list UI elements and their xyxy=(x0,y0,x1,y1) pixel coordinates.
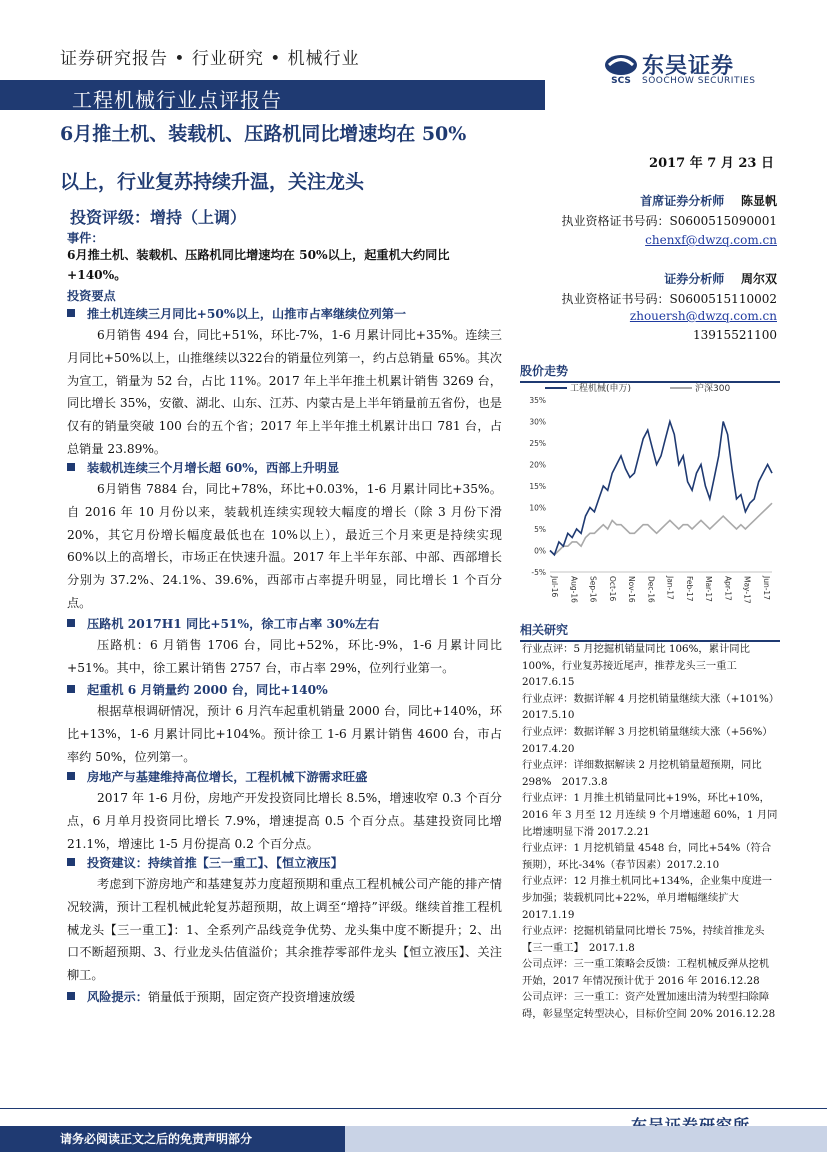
bullet-square-icon xyxy=(67,463,75,471)
analyst-name: 周尔双 xyxy=(740,272,777,286)
y-tick-label: 10% xyxy=(529,503,546,513)
related-item[interactable]: 行业点评：12 月推土机同比+134%，企业集中度进一步加强；装载机同比+22%，单月增幅继续扩大 2017.1.19 xyxy=(522,875,773,921)
y-tick-label: 35% xyxy=(529,396,546,405)
y-tick-label: 30% xyxy=(529,417,546,427)
x-tick-label: Apr-17 xyxy=(723,576,733,601)
report-title-line2: 以上，行业复苏持续升温，关注龙头 xyxy=(60,171,365,193)
breadcrumb: 证券研究报告 • 行业研究 • 机械行业 xyxy=(60,49,360,69)
related-item[interactable]: 行业点评：1 月推土机销量同比+19%，环比+10%，2016 年 3 月至 12 月连续 9 个月增速超 60%，1 月同比增速明显下滑 2017.2.21 xyxy=(522,792,778,838)
risk-label: 风险提示： xyxy=(87,990,148,1004)
series-line xyxy=(550,422,772,555)
y-tick-label: 25% xyxy=(529,439,546,448)
x-tick-label: Mar-17 xyxy=(704,576,714,602)
analyst-1-cert: 执业资格证书号码：S0600515090001 xyxy=(561,214,777,228)
related-item[interactable]: 行业点评：数据详解 3 月挖机销量继续大涨（+56%） 2017.4.20 xyxy=(522,725,778,755)
investment-rating: 投资评级：增持（上调） xyxy=(70,208,247,227)
section-body-realestate: 2017 年 1-6 月份，房地产开发投资同比增长 8.5%，增速收窄 0.3 个百分点，6 月单月投资同比增长 7.9%，增速提高 0.5 个百分点。基建投资同比增 21.1%，增速比 1-5 月份提高 0.2 个百分点。 xyxy=(67,791,502,851)
section-heading-text: 房地产与基建维持高位增长，工程机械下游需求旺盛 xyxy=(87,770,368,784)
analyst-1-email[interactable]: chenxf@dwzq.com.cn xyxy=(645,233,777,247)
x-tick-label: Jun-17 xyxy=(762,576,771,600)
bullet-square-icon xyxy=(67,772,75,780)
chart-section-label: 股价走势 xyxy=(520,362,780,383)
section-heading-loader xyxy=(67,457,507,479)
legend-label: 沪深300 xyxy=(695,384,731,394)
section-heading-roller xyxy=(67,613,507,635)
related-item[interactable]: 行业点评：1 月挖机销量 4548 台，同比+54%（符合预期），环比-34%（春节因素）2017.2.10 xyxy=(522,842,772,871)
bullet-square-icon xyxy=(67,992,75,1000)
x-tick-label: May-17 xyxy=(742,576,752,604)
company-logo xyxy=(603,52,639,86)
y-tick-label: 15% xyxy=(529,482,546,491)
logo-mark: SCS xyxy=(611,76,631,86)
x-tick-label: Jan-17 xyxy=(665,576,675,600)
x-tick-label: Dec-16 xyxy=(646,576,656,603)
section-heading-text: 压路机 2017H1 同比+51%，徐工市占率 30%左右 xyxy=(87,617,380,631)
section-heading-text: 装载机连续三个月增长超 60%，西部上升明显 xyxy=(87,461,340,475)
bullet-square-icon xyxy=(67,858,75,866)
risk-warning xyxy=(67,986,507,1008)
section-body-loader: 6月销售 7884 台，同比+78%，环比+0.03%，1-6 月累计同比+35%。自 2016 年 10 月份以来，装载机连续实现较大幅度的增长（除 3 月份下滑 20%，其它月份增长幅度最低也在 10%以上），最近三个月来更是持续实现 60%以上的高增长，市场正在快速升温。2017 年上半年东部、中部、西部增长分别为 37.2%、24.1%、39.6%，西部市占率提升明显，同比增长 1 个百分点。 xyxy=(67,482,502,610)
x-tick-label: Jul-16 xyxy=(550,576,559,598)
x-tick-label: Feb-17 xyxy=(684,576,694,602)
y-tick-label: 20% xyxy=(529,460,546,470)
footer-divider xyxy=(0,1108,827,1109)
logo-text-en: SOOCHOW SECURITIES xyxy=(642,76,756,86)
series-line xyxy=(550,503,772,555)
related-item[interactable]: 公司点评：三一重工：资产处置加速出清为转型扫除障碍，彰显坚定转型决心，目标价空间 20% 2016.12.28 xyxy=(522,991,776,1021)
event-label: 事件： xyxy=(67,231,104,245)
y-tick-label: 5% xyxy=(534,525,546,534)
bullet-square-icon xyxy=(67,619,75,627)
footer-disclaimer[interactable]: 请务必阅读正文之后的免责声明部分 xyxy=(60,1132,253,1146)
related-item[interactable]: 行业点评：详细数据解读 2 月挖机销量超预期，同比 298% 2017.3.8 xyxy=(522,759,762,788)
analyst-2-email[interactable]: zhouersh@dwzq.com.cn xyxy=(629,309,777,323)
section-heading-bulldozer xyxy=(67,303,507,325)
risk-text: 销量低于预期，固定资产投资增速放缓 xyxy=(147,990,356,1004)
analyst-2 xyxy=(664,270,777,287)
bullet-square-icon xyxy=(67,685,75,693)
related-item[interactable]: 行业点评：5 月挖掘机销量同比 106%，累计同比 100%，行业复苏接近尾声，推荐龙头三一重工 2017.6.15 xyxy=(522,643,750,689)
analyst-role: 首席证券分析师 xyxy=(640,194,725,208)
analyst-2-cert: 执业资格证书号码：S0600515110002 xyxy=(561,292,777,306)
related-research-label: 相关研究 xyxy=(520,621,780,642)
y-tick-label: 0% xyxy=(534,546,546,556)
report-type: 工程机械行业点评报告 xyxy=(72,88,282,112)
section-heading-realestate xyxy=(67,766,507,788)
section-heading-crane xyxy=(67,679,507,701)
section-heading-text: 投资建议：持续首推【三一重工】、【恒立液压】 xyxy=(87,856,343,870)
x-tick-label: Nov-16 xyxy=(627,576,637,603)
x-tick-label: Sep-16 xyxy=(588,576,598,603)
x-tick-label: Oct-16 xyxy=(607,576,617,602)
event-text: 6月推土机、装载机、压路机同比增速均在 50%以上，起重机大约同比+140%。 xyxy=(67,248,450,282)
stock-price-chart xyxy=(520,380,780,605)
analyst-2-phone: 13915521100 xyxy=(693,328,777,342)
section-body-crane: 根据草根调研情况，预计 6 月汽车起重机销量 2000 台，同比+140%，环比+13%，1-6 月累计同比+104%。预计徐工 1-6 月累计销售 4600 台，市占率约 50%，位列第一。 xyxy=(67,704,502,764)
section-heading-text: 起重机 6 月销量约 2000 台，同比+140% xyxy=(87,683,328,697)
related-item[interactable]: 公司点评：三一重工策略会反馈：工程机械反弹从挖机开始，2017 年情况预计优于 2016 年 2016.12.28 xyxy=(522,958,770,987)
related-item[interactable]: 行业点评：挖掘机销量同比增长 75%，持续首推龙头【三一重工】 2017.1.8 xyxy=(522,925,765,954)
section-heading-recommendation xyxy=(67,852,507,874)
y-tick-label: -5% xyxy=(531,568,546,577)
key-points-label: 投资要点 xyxy=(67,289,116,303)
section-heading-text: 推土机连续三月同比+50%以上，山推市占率继续位列第一 xyxy=(87,307,407,321)
x-tick-label: Aug-16 xyxy=(569,576,579,603)
analyst-name: 陈显帆 xyxy=(740,194,777,208)
report-date: 2017 年 7 月 23 日 xyxy=(649,156,774,171)
section-body-roller: 压路机：6 月销售 1706 台，同比+52%，环比-9%，1-6 月累计同比+51%。其中，徐工累计销售 2757 台，市占率 29%，位列行业第一。 xyxy=(67,638,502,675)
analyst-1 xyxy=(640,192,777,209)
legend-label: 工程机械(申万) xyxy=(570,384,632,394)
section-body-bulldozer: 6月销售 494 台，同比+51%，环比-7%，1-6 月累计同比+35%。连续三月同比+50%以上，山推继续以322台的销量位列第一，约占总销量 65%。其次为宣工，销量为 52 台，占比 11%。2017 年上半年推土机累计销售 3269 台，同比增长 35%，安徽、湖北、山东、江苏、内蒙古是上半年销量前五省份，也是仅有的销量突破 100 台的五个省；2017 年上半年推土机累计出口 781 台，占总销量 23.89%。 xyxy=(67,328,502,456)
analyst-role: 证券分析师 xyxy=(664,272,725,286)
section-body-recommendation: 考虑到下游房地产和基建复苏力度超预期和重点工程机械公司产能的排产情况较满，预计工程机械此轮复苏超预期，故上调至“增持”评级。继续首推工程机械龙头【三一重工】：1、全系列产品线竞争优势、龙头集中度不断提升；2、出口不断超预期、3、行业龙头估值溢价；其余推荐零部件龙头【恒立液压】、关注柳工。 xyxy=(67,877,502,983)
related-item[interactable]: 行业点评：数据详解 4 月挖机销量继续大涨（+101%） 2017.5.10 xyxy=(522,692,785,722)
bullet-square-icon xyxy=(67,309,75,317)
report-title-line1: 6月推土机、装载机、压路机同比增速均在 50% xyxy=(60,123,467,145)
logo-text-cn: 东吴证券 xyxy=(642,54,735,79)
related-research-list xyxy=(522,641,785,1023)
